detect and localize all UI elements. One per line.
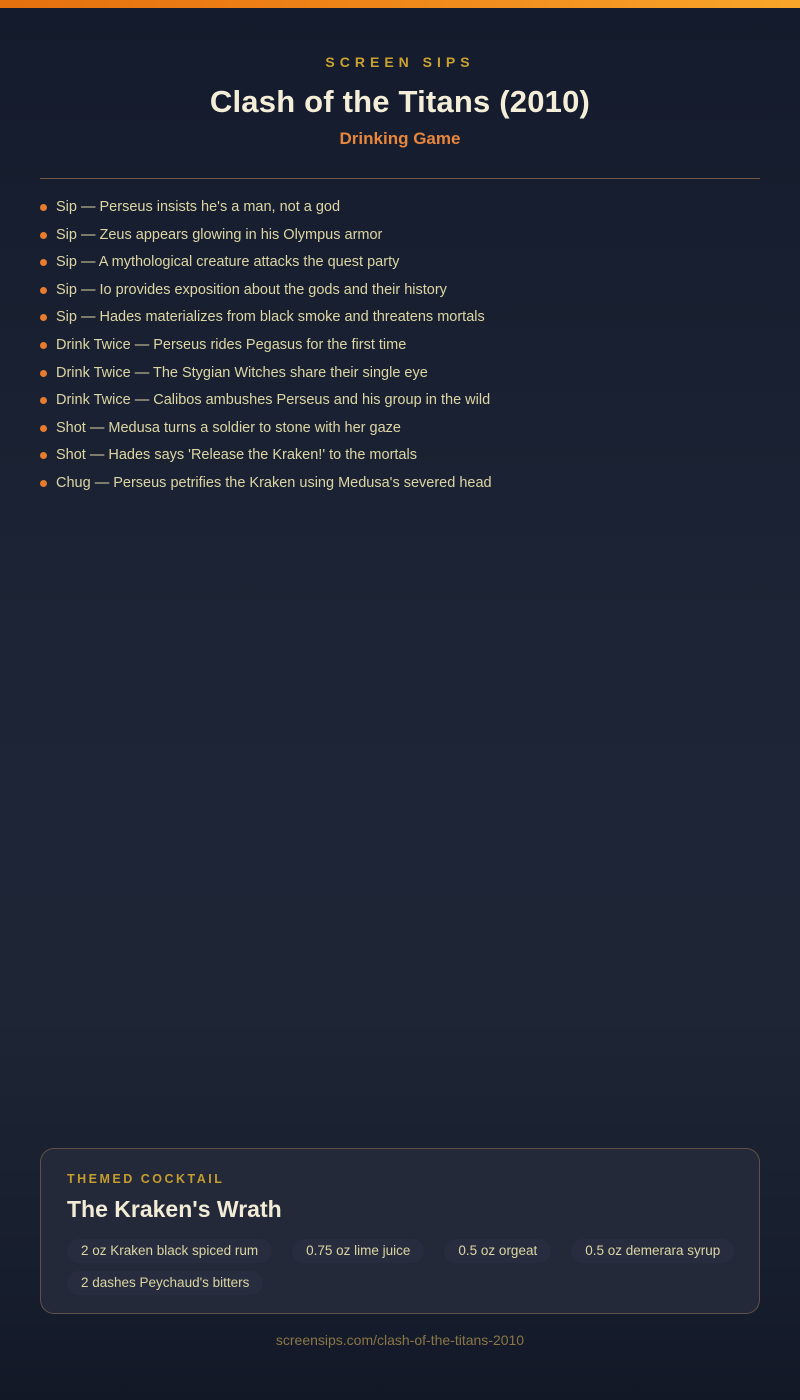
rule-item xyxy=(40,310,760,325)
rule-text: Sip — Perseus insists he's a man, not a god xyxy=(56,199,341,215)
ingredient-chip: 0.75 oz lime juice xyxy=(292,1239,424,1263)
rule-item xyxy=(40,366,760,381)
rule-text: Chug — Perseus petrifies the Kraken using Medusa's severed head xyxy=(56,474,492,491)
rule-text: Drink Twice — Perseus rides Pegasus for the first time xyxy=(56,336,407,353)
footer-url: screensips.com/clash-of-the-titans-2010 xyxy=(275,1332,525,1348)
ingredient-chip: 2 oz Kraken black spiced rum xyxy=(67,1239,272,1263)
bullet-icon xyxy=(40,259,47,266)
rule-text: Sip — A mythological creature attacks the quest party xyxy=(56,254,400,271)
page-title: Clash of the Titans (2010) xyxy=(209,84,591,119)
brand-eyebrow: SCREEN SIPS xyxy=(325,54,475,70)
rule-text: Shot — Medusa turns a soldier to stone with her gaze xyxy=(56,419,401,436)
ingredient-chip: 0.5 oz demerara syrup xyxy=(571,1239,734,1263)
bullet-icon xyxy=(40,452,47,459)
cocktail-card xyxy=(40,1148,760,1314)
rule-text: Shot — Hades says 'Release the Kraken!' to the mortals xyxy=(56,447,417,464)
rule-item xyxy=(40,200,760,215)
bullet-icon xyxy=(40,480,47,487)
rule-item xyxy=(40,393,760,408)
rule-text: Drink Twice — Calibos ambushes Perseus and his group in the wild xyxy=(56,392,491,409)
rule-item xyxy=(40,338,760,353)
rule-item xyxy=(40,476,760,491)
bullet-icon xyxy=(40,397,47,404)
rule-item xyxy=(40,448,760,463)
bullet-icon xyxy=(40,232,47,239)
header xyxy=(0,0,800,149)
rule-text: Sip — Zeus appears glowing in his Olympus armor xyxy=(56,226,383,243)
ingredient-chip: 2 dashes Peychaud's bitters xyxy=(67,1271,263,1295)
bullet-icon xyxy=(40,342,47,349)
rule-item xyxy=(40,421,760,436)
rule-item xyxy=(40,255,760,270)
top-accent-bar xyxy=(0,0,800,8)
rule-text: Sip — Io provides exposition about the gods and their history xyxy=(56,281,447,298)
rule-item xyxy=(40,228,760,243)
bullet-icon xyxy=(40,370,47,377)
bullet-icon xyxy=(40,204,47,211)
divider xyxy=(40,178,760,179)
bullet-icon xyxy=(40,314,47,321)
cocktail-name: The Kraken's Wrath xyxy=(67,1196,282,1222)
rule-text: Sip — Hades materializes from black smoke and threatens mortals xyxy=(56,309,485,326)
cocktail-eyebrow: THEMED COCKTAIL xyxy=(67,1172,225,1186)
ingredient-chip: 0.5 oz orgeat xyxy=(444,1239,551,1263)
page-subtitle: Drinking Game xyxy=(339,129,461,148)
bullet-icon xyxy=(40,425,47,432)
rule-item xyxy=(40,283,760,298)
ingredient-chips xyxy=(67,1239,735,1295)
bullet-icon xyxy=(40,287,47,294)
rule-text: Drink Twice — The Stygian Witches share their single eye xyxy=(56,364,428,381)
rules-list xyxy=(40,200,760,491)
